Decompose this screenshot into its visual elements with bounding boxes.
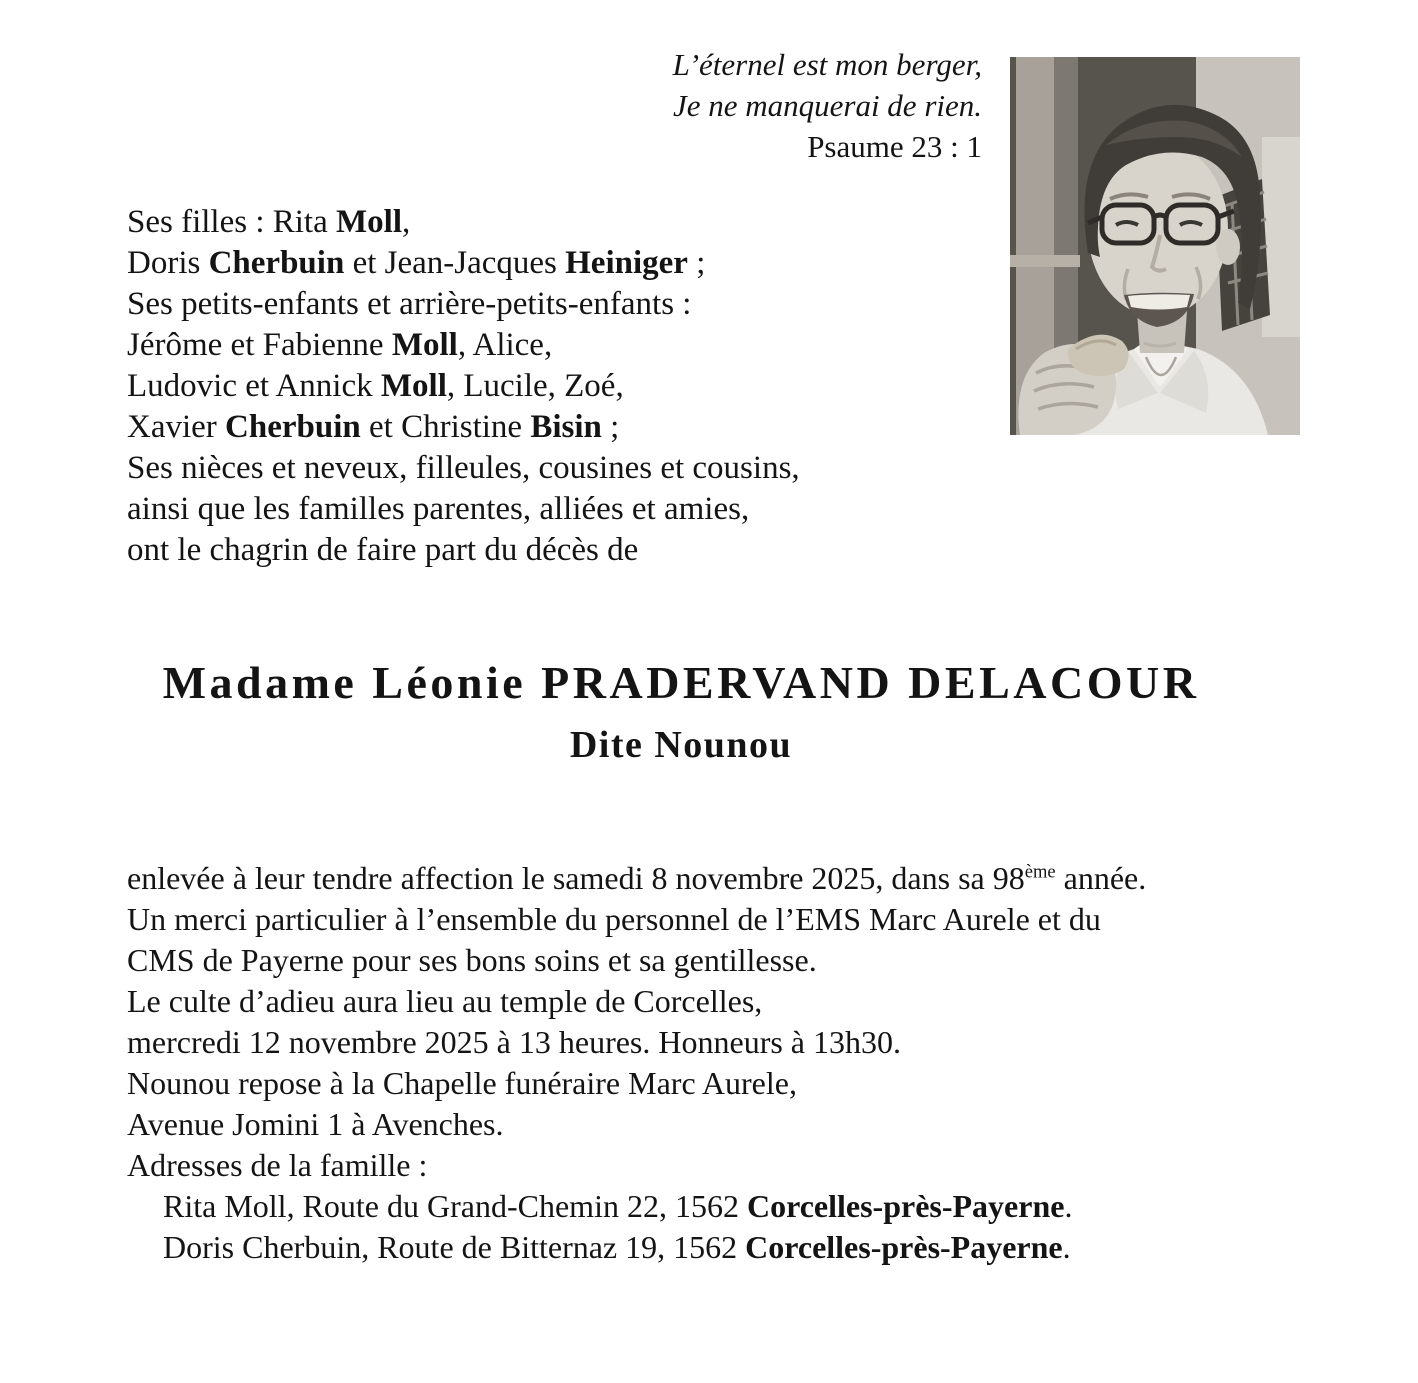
text-segment: ème — [1024, 861, 1056, 883]
text-segment: Corcelles-près-Payerne — [746, 1188, 1065, 1224]
text-segment: , Lucile, Zoé, — [446, 368, 624, 404]
text-segment: Le culte d’adieu aura lieu au temple de Corcelles, — [127, 983, 763, 1019]
text-segment: CMS de Payerne pour ses bons soins et sa gentillesse. — [127, 942, 817, 978]
text-segment: Moll — [336, 204, 402, 240]
text-segment: et Jean-Jacques — [344, 245, 566, 281]
deceased-name: Madame Léonie PRADERVAND DELACOUR — [162, 657, 1200, 708]
announcement-line — [127, 1227, 1146, 1268]
text-segment: enlevée à leur tendre affection le samedi 8 novembre 2025, dans sa 98 — [127, 860, 1025, 896]
text-segment: Cherbuin — [208, 245, 345, 281]
announcement-line — [127, 1022, 1146, 1063]
family-line — [127, 325, 800, 366]
announcement-line — [127, 899, 1146, 940]
family-line — [127, 202, 800, 243]
text-segment: . — [1064, 1188, 1073, 1224]
text-segment: Adresses de la famille : — [127, 1147, 428, 1183]
text-segment: Bisin — [530, 409, 602, 445]
quote-line: Je ne manquerai de rien. — [672, 88, 982, 123]
text-segment: Moll — [380, 368, 447, 404]
text-segment: ; — [601, 409, 620, 445]
text-segment: Ses nièces et neveux, filleules, cousines et cousins, — [127, 450, 800, 486]
text-segment: Jérôme et Fabienne — [127, 327, 392, 363]
text-segment: Heiniger — [565, 245, 688, 281]
text-segment: , — [401, 204, 411, 240]
text-segment: Avenue Jomini 1 à Avenches. — [127, 1106, 504, 1142]
text-segment: et Christine — [360, 409, 531, 445]
announcement-line — [127, 1145, 1146, 1186]
deceased-nickname: Dite Nounou — [569, 724, 793, 766]
text-segment: Cherbuin — [225, 409, 361, 445]
family-list — [127, 202, 800, 571]
text-segment: mercredi 12 novembre 2025 à 13 heures. Honneurs à 13h30. — [127, 1024, 901, 1060]
text-segment: ; — [687, 245, 706, 281]
text-segment: Doris — [127, 245, 209, 281]
announcement-line — [127, 1186, 1146, 1227]
family-line — [127, 489, 800, 530]
text-segment: Corcelles-près-Payerne — [745, 1229, 1063, 1265]
portrait-photo — [1010, 57, 1300, 435]
family-line — [127, 366, 800, 407]
text-segment: Nounou repose à la Chapelle funéraire Marc Aurele, — [127, 1065, 797, 1101]
quote-line: L’éternel est mon berger, — [672, 47, 982, 82]
family-line — [127, 284, 800, 325]
announcement-line — [127, 1104, 1146, 1145]
announcement-line — [127, 858, 1146, 899]
announcement-line — [127, 940, 1146, 981]
text-segment: , Alice, — [457, 327, 553, 363]
quote-reference: Psaume 23 : 1 — [807, 129, 982, 164]
family-line — [127, 243, 800, 284]
family-line — [127, 448, 800, 489]
deceased-title-block — [64, 655, 1298, 769]
text-segment: Xavier — [127, 409, 226, 445]
portrait-photo-illustration — [1010, 57, 1300, 435]
announcement-details — [127, 858, 1146, 1268]
text-segment: Moll — [391, 327, 458, 363]
text-segment: Ludovic et Annick — [127, 368, 381, 404]
text-segment: Rita Moll, Route du Grand-Chemin 22, 1562 — [163, 1188, 747, 1224]
text-segment: année. — [1055, 860, 1147, 896]
text-segment: ainsi que les familles parentes, alliées et amies, — [127, 491, 750, 527]
text-segment: Doris Cherbuin, Route de Bitternaz 19, 1562 — [163, 1229, 746, 1265]
text-segment: . — [1062, 1229, 1071, 1265]
family-line — [127, 530, 800, 571]
scripture-quote — [673, 44, 982, 167]
text-segment: ont le chagrin de faire part du décès de — [127, 532, 639, 568]
family-line — [127, 407, 800, 448]
text-segment: Ses petits-enfants et arrière-petits-enfants : — [127, 286, 692, 322]
text-segment: Ses filles : Rita — [127, 204, 336, 240]
announcement-line — [127, 1063, 1146, 1104]
announcement-line — [127, 981, 1146, 1022]
text-segment: Un merci particulier à l’ensemble du personnel de l’EMS Marc Aurele et du — [127, 901, 1101, 937]
